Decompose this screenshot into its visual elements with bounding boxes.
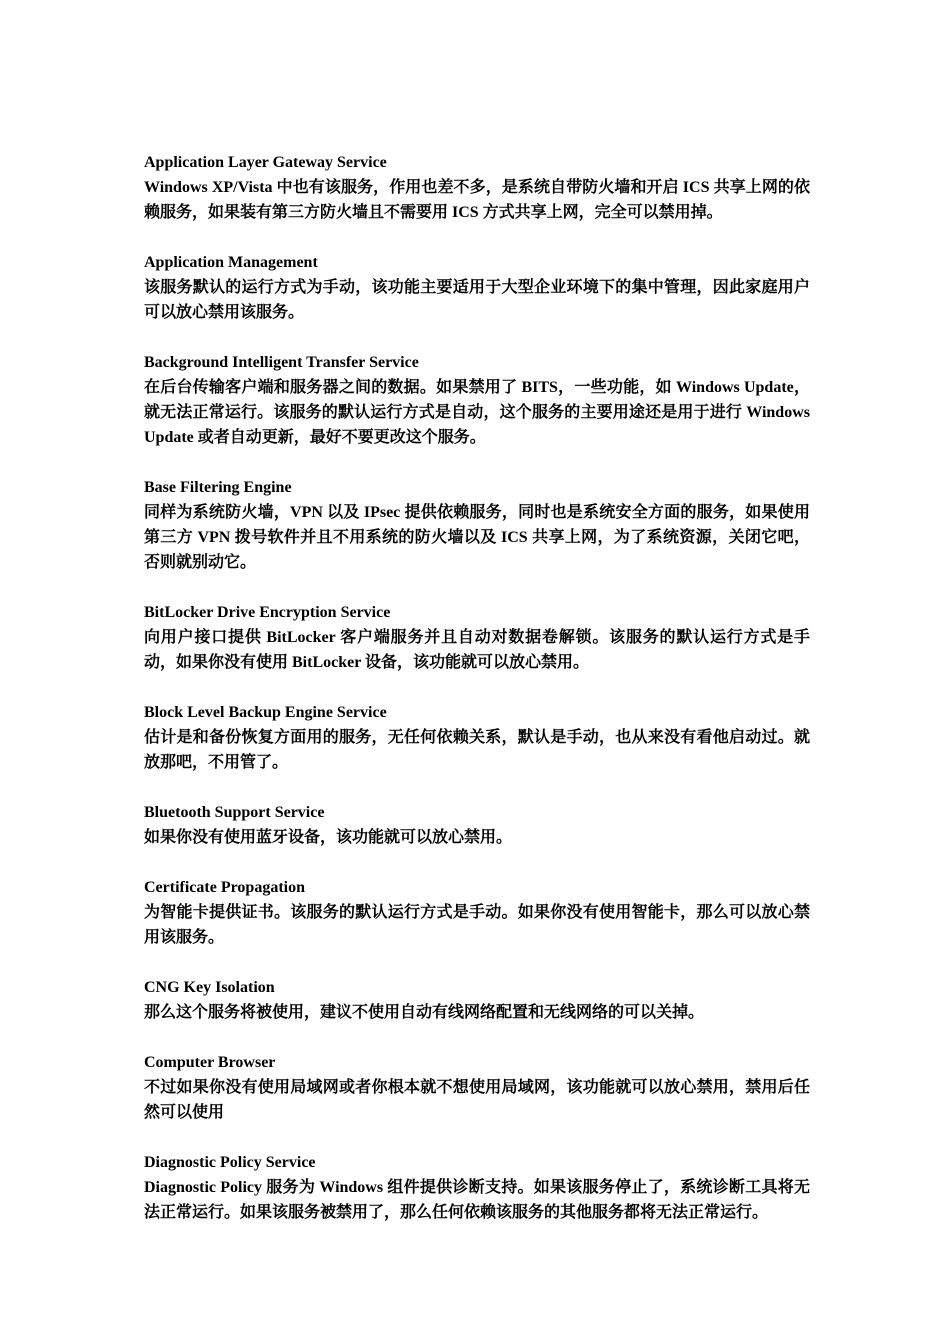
service-entry	[144, 250, 810, 325]
service-name: Block Level Backup Engine Service	[144, 704, 387, 721]
service-description: 不过如果你没有使用局域网或者你根本就不想使用局域网，该功能就可以放心禁用，禁用后任然可以使用	[144, 1079, 810, 1121]
service-entry	[144, 1050, 810, 1125]
service-name: Application Layer Gateway Service	[144, 154, 387, 171]
service-name: Bluetooth Support Service	[144, 804, 325, 821]
service-name: Computer Browser	[144, 1054, 276, 1071]
service-entry	[144, 475, 810, 575]
service-description: 如果你没有使用蓝牙设备，该功能就可以放心禁用。	[144, 829, 513, 846]
service-entry	[144, 600, 810, 675]
service-entry	[144, 1150, 810, 1225]
service-entry	[144, 700, 810, 775]
service-description: 该服务默认的运行方式为手动，该功能主要适用于大型企业环境下的集中管理，因此家庭用户可以放心禁用该服务。	[144, 279, 810, 321]
service-description: 同样为系统防火墙，VPN 以及 IPsec 提供依赖服务，同时也是系统安全方面的服务，如果使用第三方 VPN 拨号软件并且不用系统的防火墙以及 ICS 共享上网，为了系统资源，关闭它吧，否则就别动它。	[144, 504, 810, 571]
service-name: BitLocker Drive Encryption Service	[144, 604, 391, 621]
service-entry	[144, 875, 810, 950]
service-description: 为智能卡提供证书。该服务的默认运行方式是手动。如果你没有使用智能卡，那么可以放心禁用该服务。	[144, 904, 810, 946]
service-name: Background Intelligent Transfer Service	[144, 354, 419, 371]
service-description: 那么这个服务将被使用，建议不使用自动有线网络配置和无线网络的可以关掉。	[144, 1004, 705, 1021]
service-description: Windows XP/Vista 中也有该服务，作用也差不多，是系统自带防火墙和开启 ICS 共享上网的依赖服务，如果装有第三方防火墙且不需要用 ICS 方式共享上网，完全可以禁用掉。	[144, 179, 810, 221]
service-description: 向用户接口提供 BitLocker 客户端服务并且自动对数据卷解锁。该服务的默认运行方式是手动，如果你没有使用 BitLocker 设备，该功能就可以放心禁用。	[144, 629, 810, 671]
service-name: Application Management	[144, 254, 318, 271]
service-entry	[144, 800, 810, 850]
service-name: Base Filtering Engine	[144, 479, 292, 496]
service-description: Diagnostic Policy 服务为 Windows 组件提供诊断支持。如果该服务停止了，系统诊断工具将无法正常运行。如果该服务被禁用了，那么任何依赖该服务的其他服务都将无法正常运行。	[144, 1179, 810, 1221]
service-entry	[144, 350, 810, 450]
service-description: 在后台传输客户端和服务器之间的数据。如果禁用了 BITS，一些功能，如 Windows Update，就无法正常运行。该服务的默认运行方式是自动，这个服务的主要用途还是用于进行 Windows Update 或者自动更新，最好不要更改这个服务。	[144, 379, 810, 446]
service-name: Certificate Propagation	[144, 879, 305, 896]
service-name: CNG Key Isolation	[144, 979, 275, 996]
service-description: 估计是和备份恢复方面用的服务，无任何依赖关系，默认是手动，也从来没有看他启动过。就放那吧，不用管了。	[144, 729, 810, 771]
service-entry	[144, 975, 810, 1025]
service-entry	[144, 150, 810, 225]
document-page	[144, 150, 810, 1250]
service-name: Diagnostic Policy Service	[144, 1154, 316, 1171]
